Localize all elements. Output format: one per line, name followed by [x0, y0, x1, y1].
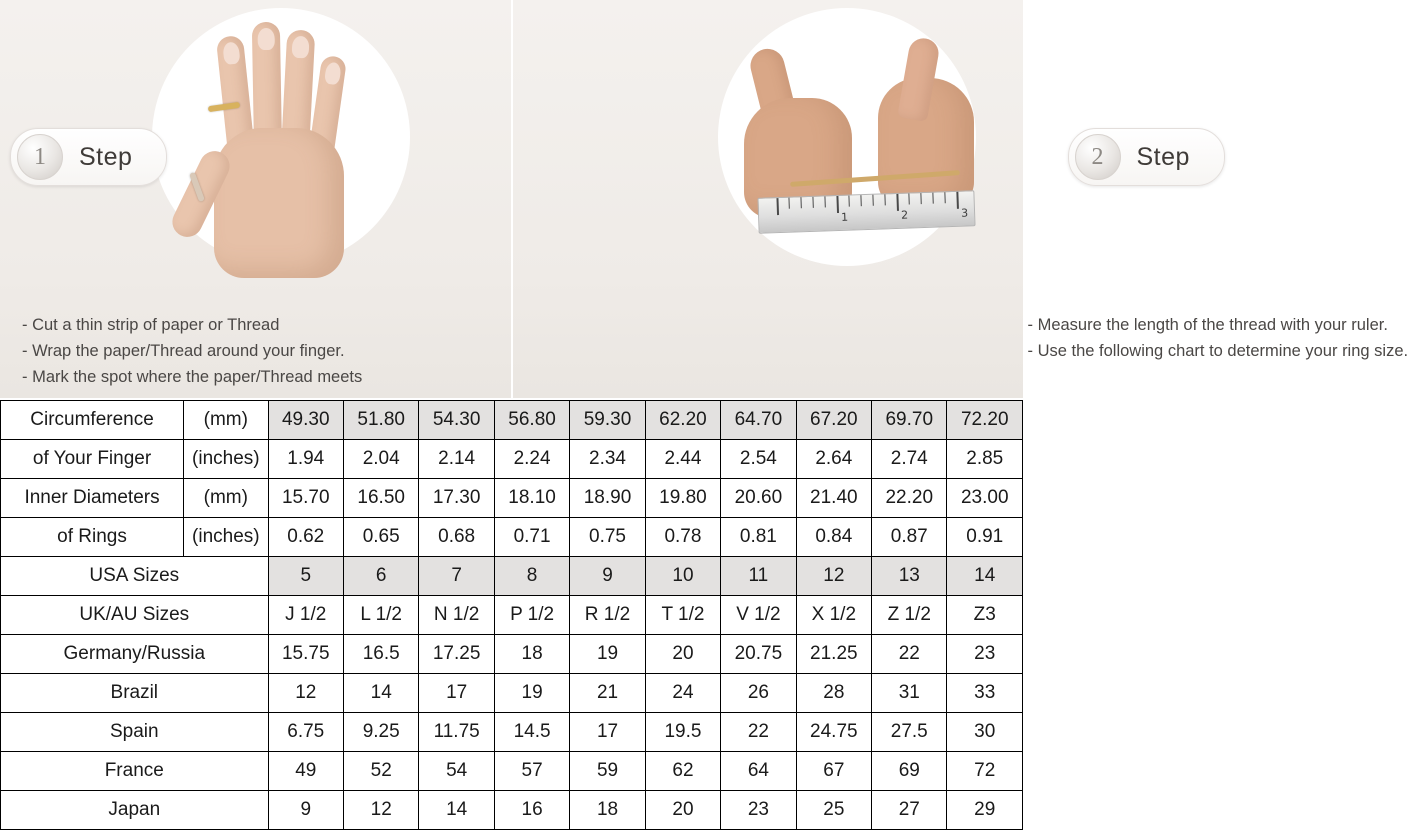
- step-1-bullet-2: - Wrap the paper/Thread around your finger.: [22, 338, 362, 364]
- nail-icon: [291, 36, 309, 59]
- cell: 2.04: [343, 440, 418, 479]
- table-row: [1, 596, 1023, 635]
- cell: 6: [343, 557, 418, 596]
- table-row: [1, 557, 1023, 596]
- step-1-bullet-1: - Cut a thin strip of paper or Thread: [22, 312, 362, 338]
- cell: 49.30: [268, 401, 343, 440]
- cell: 57: [494, 752, 569, 791]
- cell: 54.30: [419, 401, 494, 440]
- table-row: [1, 479, 1023, 518]
- cell: 16.50: [343, 479, 418, 518]
- cell: 17.25: [419, 635, 494, 674]
- cell: 24.75: [796, 713, 871, 752]
- cell: 13: [872, 557, 947, 596]
- cell: 17.30: [419, 479, 494, 518]
- cell: 22.20: [872, 479, 947, 518]
- hand-with-ring-illustration: [152, 8, 410, 266]
- cell: J 1/2: [268, 596, 343, 635]
- row-label-japan: Japan: [1, 791, 269, 830]
- cell: 0.62: [268, 518, 343, 557]
- step-1-panel: [0, 0, 511, 398]
- cell: 18: [494, 635, 569, 674]
- cell: 7: [419, 557, 494, 596]
- cell: 2.24: [494, 440, 569, 479]
- table-row: [1, 635, 1023, 674]
- cell: 0.78: [645, 518, 720, 557]
- unit-mm: (mm): [184, 401, 268, 440]
- cell: 72: [947, 752, 1023, 791]
- cell: 2.44: [645, 440, 720, 479]
- table-row: [1, 791, 1023, 830]
- cell: 5: [268, 557, 343, 596]
- row-label-uk-au-sizes: UK/AU Sizes: [1, 596, 269, 635]
- table-row: [1, 440, 1023, 479]
- unit-mm: (mm): [184, 479, 268, 518]
- cell: 56.80: [494, 401, 569, 440]
- cell: 2.64: [796, 440, 871, 479]
- cell: 19: [494, 674, 569, 713]
- cell: 24: [645, 674, 720, 713]
- cell: 9: [570, 557, 645, 596]
- cell: 16: [494, 791, 569, 830]
- cell: 0.87: [872, 518, 947, 557]
- cell: 19: [570, 635, 645, 674]
- nail-icon: [258, 28, 275, 50]
- cell: 69: [872, 752, 947, 791]
- cell: 64: [721, 752, 796, 791]
- cell: 2.85: [947, 440, 1023, 479]
- row-label-inner-diameter-line2: of Rings: [1, 518, 184, 557]
- cell: 10: [645, 557, 720, 596]
- palm: [214, 128, 344, 278]
- cell: X 1/2: [796, 596, 871, 635]
- cell: 14: [419, 791, 494, 830]
- cell: 1.94: [268, 440, 343, 479]
- step-1-instructions: [22, 312, 362, 390]
- cell: 11.75: [419, 713, 494, 752]
- unit-inches: (inches): [184, 518, 268, 557]
- cell: 0.65: [343, 518, 418, 557]
- step-2-panel: [511, 0, 1024, 398]
- step-1-word: Step: [79, 143, 132, 172]
- cell: 18: [570, 791, 645, 830]
- table-row: [1, 713, 1023, 752]
- table-row: [1, 752, 1023, 791]
- cell: 2.54: [721, 440, 796, 479]
- nail-icon: [222, 41, 240, 65]
- hand-with-ruler-illustration: [718, 8, 976, 266]
- ruler-number-1: 1: [840, 211, 847, 224]
- cell: 0.75: [570, 518, 645, 557]
- cell: 51.80: [343, 401, 418, 440]
- cell: 2.34: [570, 440, 645, 479]
- step-2-photo: [718, 8, 976, 266]
- cell: 15.70: [268, 479, 343, 518]
- cell: 31: [872, 674, 947, 713]
- table-row: [1, 518, 1023, 557]
- cell: 12: [268, 674, 343, 713]
- cell: 17: [419, 674, 494, 713]
- cell: 8: [494, 557, 569, 596]
- cell: P 1/2: [494, 596, 569, 635]
- cell: 26: [721, 674, 796, 713]
- cell: 20: [645, 791, 720, 830]
- cell: 15.75: [268, 635, 343, 674]
- cell: 0.81: [721, 518, 796, 557]
- cell: 72.20: [947, 401, 1023, 440]
- cell: 27: [872, 791, 947, 830]
- cell: 22: [872, 635, 947, 674]
- step-1-photo: [152, 8, 410, 266]
- cell: 12: [343, 791, 418, 830]
- cell: 18.10: [494, 479, 569, 518]
- cell: Z3: [947, 596, 1023, 635]
- cell: 54: [419, 752, 494, 791]
- cell: 9.25: [343, 713, 418, 752]
- cell: 52: [343, 752, 418, 791]
- cell: R 1/2: [570, 596, 645, 635]
- nail-icon: [323, 61, 341, 85]
- ruler-number-2: 2: [900, 209, 907, 222]
- unit-inches: (inches): [184, 440, 268, 479]
- row-label-brazil: Brazil: [1, 674, 269, 713]
- step-2-instructions: [1028, 312, 1408, 364]
- ruler-number-3: 3: [960, 206, 967, 219]
- cell: 2.14: [419, 440, 494, 479]
- cell: T 1/2: [645, 596, 720, 635]
- cell: V 1/2: [721, 596, 796, 635]
- table-row: [1, 401, 1023, 440]
- step-1-number: 1: [17, 134, 63, 180]
- row-label-germany-russia: Germany/Russia: [1, 635, 269, 674]
- cell: 67: [796, 752, 871, 791]
- cell: 20: [645, 635, 720, 674]
- row-label-circumference-line2: of Your Finger: [1, 440, 184, 479]
- ruler: [757, 190, 975, 234]
- cell: 49: [268, 752, 343, 791]
- row-label-usa-sizes: USA Sizes: [1, 557, 269, 596]
- cell: 64.70: [721, 401, 796, 440]
- cell: 67.20: [796, 401, 871, 440]
- cell: 0.68: [419, 518, 494, 557]
- step-2-bullet-1: - Measure the length of the thread with your ruler.: [1028, 312, 1408, 338]
- cell: 21: [570, 674, 645, 713]
- step-2-number: 2: [1075, 134, 1121, 180]
- cell: 23: [947, 635, 1023, 674]
- step-2-word: Step: [1137, 143, 1190, 172]
- cell: 0.71: [494, 518, 569, 557]
- cell: 28: [796, 674, 871, 713]
- cell: 14: [947, 557, 1023, 596]
- ring-size-chart-table: [0, 400, 1023, 830]
- cell: 14.5: [494, 713, 569, 752]
- cell: 9: [268, 791, 343, 830]
- cell: 20.75: [721, 635, 796, 674]
- cell: 23: [721, 791, 796, 830]
- cell: 33: [947, 674, 1023, 713]
- cell: 12: [796, 557, 871, 596]
- table-row: [1, 674, 1023, 713]
- cell: 25: [796, 791, 871, 830]
- cell: L 1/2: [343, 596, 418, 635]
- cell: 0.84: [796, 518, 871, 557]
- row-label-france: France: [1, 752, 269, 791]
- row-label-circumference-line1: Circumference: [1, 401, 184, 440]
- cell: 11: [721, 557, 796, 596]
- cell: 22: [721, 713, 796, 752]
- cell: 23.00: [947, 479, 1023, 518]
- cell: 62: [645, 752, 720, 791]
- cell: 14: [343, 674, 418, 713]
- cell: 6.75: [268, 713, 343, 752]
- cell: Z 1/2: [872, 596, 947, 635]
- cell: 19.5: [645, 713, 720, 752]
- cell: 0.91: [947, 518, 1023, 557]
- cell: 21.40: [796, 479, 871, 518]
- cell: 17: [570, 713, 645, 752]
- cell: 27.5: [872, 713, 947, 752]
- cell: 21.25: [796, 635, 871, 674]
- cell: 18.90: [570, 479, 645, 518]
- cell: 62.20: [645, 401, 720, 440]
- cell: 59: [570, 752, 645, 791]
- step-1-badge: [10, 128, 167, 186]
- cell: 69.70: [872, 401, 947, 440]
- panel-divider: [511, 0, 513, 398]
- cell: 19.80: [645, 479, 720, 518]
- steps-section: [0, 0, 1023, 398]
- row-label-inner-diameter-line1: Inner Diameters: [1, 479, 184, 518]
- cell: 20.60: [721, 479, 796, 518]
- cell: 16.5: [343, 635, 418, 674]
- cell: 2.74: [872, 440, 947, 479]
- step-2-bullet-2: - Use the following chart to determine your ring size.: [1028, 338, 1408, 364]
- row-label-spain: Spain: [1, 713, 269, 752]
- cell: 59.30: [570, 401, 645, 440]
- cell: N 1/2: [419, 596, 494, 635]
- step-1-bullet-3: - Mark the spot where the paper/Thread meets: [22, 364, 362, 390]
- step-2-badge: [1068, 128, 1225, 186]
- cell: 30: [947, 713, 1023, 752]
- cell: 29: [947, 791, 1023, 830]
